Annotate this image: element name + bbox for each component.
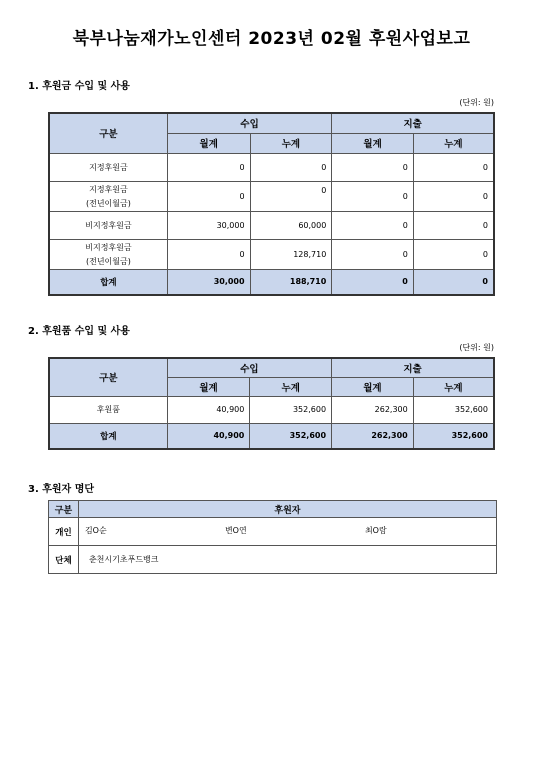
income-cumulative: 352,600 [250, 396, 332, 423]
expense-monthly: 0 [332, 211, 414, 239]
total-row [49, 423, 494, 449]
donation-goods-table [48, 357, 495, 450]
income-monthly: 40,900 [167, 396, 250, 423]
donor-names-individual [78, 518, 496, 546]
header-expense-monthly: 월계 [332, 133, 414, 153]
header-income-cumulative: 누계 [250, 133, 332, 153]
page-title: 북부나눔재가노인센터 2023년 02월 후원사업보고 [72, 29, 471, 49]
table-row [49, 396, 494, 423]
header-income-cumulative: 누계 [250, 377, 332, 396]
row-category [49, 181, 167, 211]
expense-cumulative: 0 [413, 239, 494, 269]
row-category-line2: (전년이월금) [85, 256, 131, 266]
header-expense-cumulative: 누계 [413, 377, 494, 396]
total-label: 합계 [49, 269, 167, 295]
donor-name: 춘천시기초푸드뱅크 [88, 555, 159, 564]
income-monthly: 0 [167, 181, 250, 211]
row-category-line2: (전년이월금) [85, 198, 131, 208]
donor-header-category: 구분 [49, 501, 79, 518]
header-category: 구분 [49, 113, 167, 153]
header-expense-cumulative: 누계 [413, 133, 494, 153]
expense-monthly: 0 [332, 153, 414, 181]
header-category: 구분 [49, 358, 167, 396]
table-row [49, 211, 494, 239]
donor-name: 변O연 [224, 526, 247, 535]
total-income-monthly: 40,900 [167, 423, 250, 449]
expense-cumulative: 0 [413, 211, 494, 239]
header-expense: 지출 [332, 358, 494, 377]
donor-header-donor: 후원자 [78, 501, 496, 518]
total-income-cumulative: 352,600 [250, 423, 332, 449]
donor-list-table [48, 500, 497, 574]
donor-row-group [49, 546, 497, 574]
income-monthly: 0 [167, 239, 250, 269]
expense-monthly: 0 [332, 239, 414, 269]
header-income: 수입 [167, 358, 331, 377]
total-expense-cumulative: 352,600 [413, 423, 494, 449]
section-heading-goods: 2. 후원품 수입 및 사용 [28, 326, 130, 337]
unit-label: (단위: 원) [459, 343, 494, 352]
row-category-line1: 지정후원금 [89, 184, 128, 194]
expense-cumulative: 352,600 [413, 396, 494, 423]
header-expense: 지출 [332, 113, 494, 133]
total-expense-monthly: 262,300 [332, 423, 414, 449]
row-category: 비지정후원금 [49, 211, 167, 239]
unit-label: (단위: 원) [459, 98, 494, 107]
row-category: 후원품 [49, 396, 167, 423]
donor-name: 김O순 [84, 526, 107, 535]
total-label: 합계 [49, 423, 167, 449]
income-monthly: 30,000 [167, 211, 250, 239]
donor-row-individual [49, 518, 497, 546]
row-category [49, 239, 167, 269]
donor-type-individual: 개인 [49, 518, 79, 546]
header-income-monthly: 월계 [167, 133, 250, 153]
expense-cumulative: 0 [413, 181, 494, 211]
income-cumulative: 60,000 [250, 211, 332, 239]
income-cumulative: 0 [250, 153, 332, 181]
total-expense-monthly: 0 [332, 269, 414, 295]
header-expense-monthly: 월계 [332, 377, 414, 396]
donation-money-table [48, 112, 495, 296]
section-heading-donations: 1. 후원금 수입 및 사용 [28, 81, 130, 92]
income-cumulative: 0 [250, 181, 332, 211]
table-row [49, 181, 494, 211]
total-income-monthly: 30,000 [167, 269, 250, 295]
total-expense-cumulative: 0 [413, 269, 494, 295]
row-category: 지정후원금 [49, 153, 167, 181]
donor-name: 최O람 [364, 526, 387, 535]
income-monthly: 0 [167, 153, 250, 181]
table-row [49, 239, 494, 269]
donor-names-group [78, 546, 496, 574]
row-category-line1: 비지정후원금 [85, 242, 132, 252]
section-heading-donors: 3. 후원자 명단 [28, 484, 95, 495]
table-row [49, 153, 494, 181]
total-row [49, 269, 494, 295]
header-income: 수입 [167, 113, 331, 133]
header-income-monthly: 월계 [167, 377, 250, 396]
expense-monthly: 0 [332, 181, 414, 211]
donor-type-group: 단체 [49, 546, 79, 574]
total-income-cumulative: 188,710 [250, 269, 332, 295]
income-cumulative: 128,710 [250, 239, 332, 269]
expense-monthly: 262,300 [332, 396, 414, 423]
expense-cumulative: 0 [413, 153, 494, 181]
